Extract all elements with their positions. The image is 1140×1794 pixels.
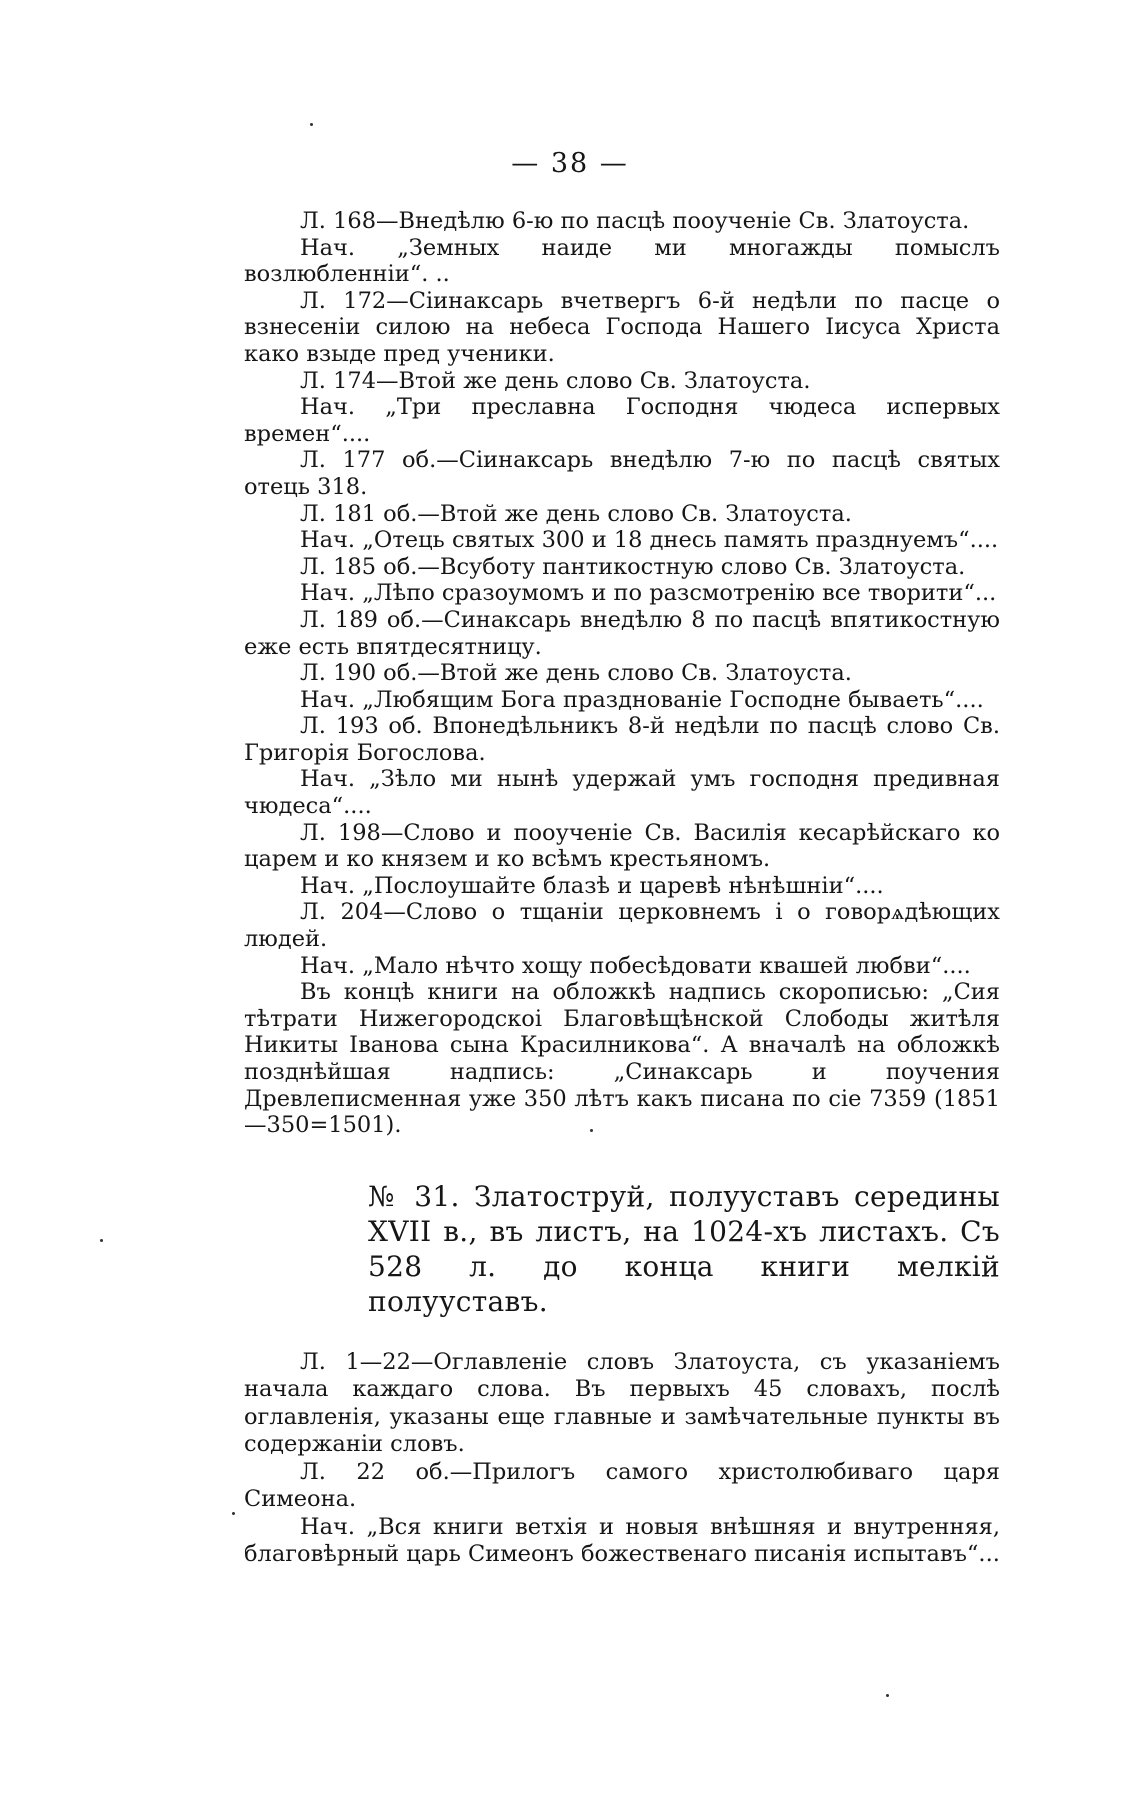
paragraph: Л. 198—Слово и пооученіе Св. Василія кесарѣйскаго ко царем и ко князем и ко всѣмъ крестьяномъ.	[244, 819, 1000, 873]
paragraph: Нач. „Отець святых 300 и 18 днесь память празднуемъ“....	[300, 527, 999, 554]
paragraph: Нач. „Земных наиде ми многажды помыслъ возлюбленніи“. ..	[244, 234, 1000, 288]
paragraph: Нач. „Три преславна Господня чюдеса испервых времен“....	[244, 394, 1000, 447]
scan-speck	[232, 1512, 235, 1515]
paragraph: Л. 22 об.—Прилогъ самого христолюбиваго царя Симеона.	[244, 1458, 1000, 1513]
section-body	[244, 1349, 1000, 1569]
paragraph: Л. 190 об.—Втой же день слово Св. Златоуста.	[300, 660, 852, 687]
scan-speck	[886, 1694, 889, 1697]
scan-speck	[590, 1129, 593, 1132]
paragraph: Нач. „Мало нѣчто хощу побесѣдовати квашей любви“....	[300, 952, 971, 979]
paragraph: Л. 204—Слово о тщаніи церковнемъ і о говорѧдѣющих людей.	[244, 899, 1000, 953]
paragraph: Л. 172—Сіинаксарь вчетвергъ 6-й недѣли по пасце о взнесеніи силою на небеса Господа Нашего Іисуса Христа како взыде пред ученики.	[244, 287, 1000, 367]
section-heading: № 31. Златоструй, полууставъ середины XVII в., въ листъ, на 1024-хъ листахъ. Съ 528 л. до конца книги мелкій полууставъ.	[368, 1179, 1000, 1318]
paragraph: Л. 177 об.—Сіинаксарь внедѣлю 7-ю по пасцѣ святых отець 318.	[244, 447, 1000, 500]
paragraph: Въ концѣ книги на обложкѣ надпись скорописью: „Сия тѣтрати Нижегородскоі Благовѣщѣнской Слободы житѣля Никиты Іванова сына Красилникова“. А вначалѣ на обложкѣ позднѣйшая надпись: „Синаксарь и поучения Древлеписменная уже 350 лѣтъ какъ писана по сіе 7359 (1851—350=1501).	[244, 979, 1000, 1139]
body-text	[244, 208, 1000, 1569]
paragraph: Нач. „Любящим Бога празднованіе Господне бываеть“....	[300, 686, 984, 713]
paragraph: Л. 1—22—Оглавленіе словъ Златоуста, съ указаніемъ начала каждаго слова. Въ первыхъ 45 словахъ, послѣ оглавленія, указаны еще главные и замѣчательные пункты въ содержаніи словъ.	[244, 1348, 1000, 1458]
paragraph: Нач. „Вся книги ветхія и новыя внѣшняя и внутренняя, благовѣрный царь Симеонъ божественаго писанія испытавъ“...	[244, 1513, 1000, 1568]
paragraph: Л. 174—Втой же день слово Св. Златоуста.	[300, 367, 811, 394]
paragraph: Нач. „Послоушайте блазѣ и царевѣ нѣнѣшніи“....	[300, 872, 884, 899]
scan-speck	[100, 1239, 103, 1242]
paragraph: Л. 189 об.—Синаксарь внедѣлю 8 по пасцѣ впятикостную еже есть впятдесятницу.	[244, 606, 1000, 660]
page-number: — 38 —	[511, 148, 629, 179]
paragraph: Л. 168—Внедѣлю 6-ю по пасцѣ пооученіе Св. Златоуста.	[300, 208, 970, 234]
paragraph: Л. 185 об.—Всуботу пантикостную слово Св. Златоуста.	[300, 553, 966, 580]
scan-speck	[310, 123, 313, 126]
paragraph: Л. 193 об. Впонедѣльникъ 8-й недѣли по пасцѣ слово Св. Григорія Богослова.	[244, 713, 1000, 766]
paragraph: Нач. „Зѣло ми нынѣ удержай умъ господня предивная чюдеса“....	[244, 766, 1000, 820]
paragraph: Л. 181 об.—Втой же день слово Св. Златоуста.	[300, 500, 852, 527]
paragraph: Нач. „Лѣпо сразоумомъ и по разсмотренію все творити“...	[300, 580, 997, 607]
